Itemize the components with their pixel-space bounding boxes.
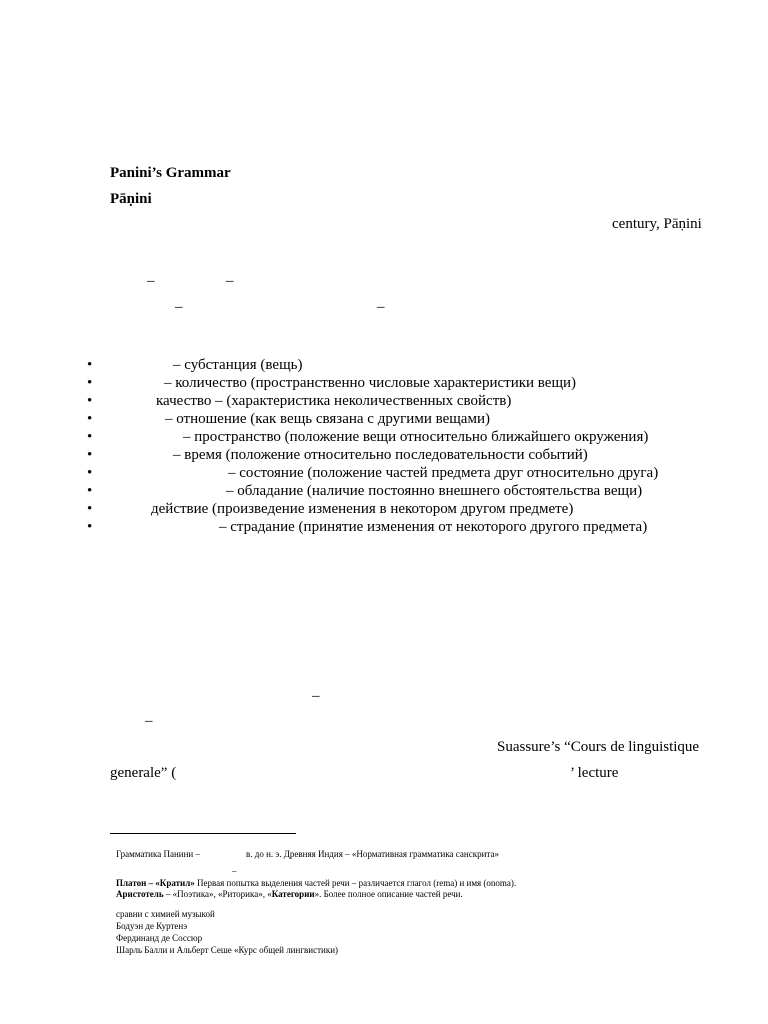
footnote-5: Бодуэн де Куртенэ [116, 921, 188, 931]
footnote-separator [110, 833, 296, 834]
category-text: – субстанция (вещь) [173, 357, 303, 373]
saussure-line-2-start: generale” ( [110, 765, 177, 781]
footnote-3-author: Аристотель [116, 889, 164, 899]
footnote-1 [116, 849, 499, 860]
dash: – [226, 273, 234, 289]
footnote-4: сравни с химией музыкой [116, 909, 215, 919]
section-title: Panini’s Grammar [110, 165, 231, 181]
footnote-6: Фердинанд де Соссюр [116, 933, 203, 943]
bullet-icon: • [87, 411, 93, 427]
category-text: – количество (пространственно числовые характеристики вещи) [164, 375, 577, 391]
category-text: действие (произведение изменения в некотором другом предмете) [151, 501, 574, 517]
footnote-3 [116, 889, 463, 900]
saussure-line-2-end: ’ lecture [570, 765, 619, 781]
bullet-icon: • [87, 393, 93, 409]
dash: – [312, 688, 320, 704]
footnote-3-rest: ». Более полное описание частей речи. [314, 889, 463, 899]
dash: – [377, 299, 385, 315]
footnote-1-rest: в. до н. э. Древняя Индия – «Нормативная грамматика санскрита» [246, 849, 499, 859]
bullet-icon: • [87, 357, 93, 373]
footnote-2 [116, 878, 516, 889]
footnote-2-author: Платон – «Кратил» [116, 878, 195, 888]
bullet-icon: • [87, 519, 93, 535]
dash: – [145, 713, 153, 729]
footnote-3-sep: – «Поэтика», «Риторика», « [163, 889, 272, 899]
section-subtitle: Pāṇini [110, 191, 152, 207]
category-text: – состояние (положение частей предмета друг относительно друга) [228, 465, 659, 481]
footnote-1-start: Грамматика Панини – [116, 849, 200, 859]
bullet-icon: • [87, 483, 93, 499]
footnote-2-rest: Первая попытка выделения частей речи – различается глагол (rema) и имя (onoma). [197, 878, 517, 888]
dash: – [147, 273, 155, 289]
dash: – [175, 299, 183, 315]
footnote-3-work: Категории [271, 889, 315, 899]
footnote-7: Шарль Балли и Альберт Сеше «Курс общей лингвистики) [116, 945, 339, 955]
bullet-icon: • [87, 501, 93, 517]
category-text: – пространство (положение вещи относительно ближайшего окружения) [183, 429, 649, 445]
bullet-icon: • [87, 429, 93, 445]
category-text: качество – (характеристика неколичественных свойств) [156, 393, 512, 409]
category-text: – страдание (принятие изменения от некоторого другого предмета) [219, 519, 648, 535]
bullet-icon: • [87, 465, 93, 481]
bullet-icon: • [87, 447, 93, 463]
category-text: – обладание (наличие постоянно внешнего обстоятельства вещи) [226, 483, 643, 499]
saussure-line-1: Suassure’s “Cours de linguistique [497, 739, 700, 755]
footnote-1-dash: – [232, 866, 237, 876]
bullet-icon: • [87, 375, 93, 391]
category-text: – отношение (как вещь связана с другими вещами) [165, 411, 490, 427]
century-text: century, Pāṇini [612, 216, 702, 232]
category-text: – время (положение относительно последовательности событий) [173, 447, 588, 463]
